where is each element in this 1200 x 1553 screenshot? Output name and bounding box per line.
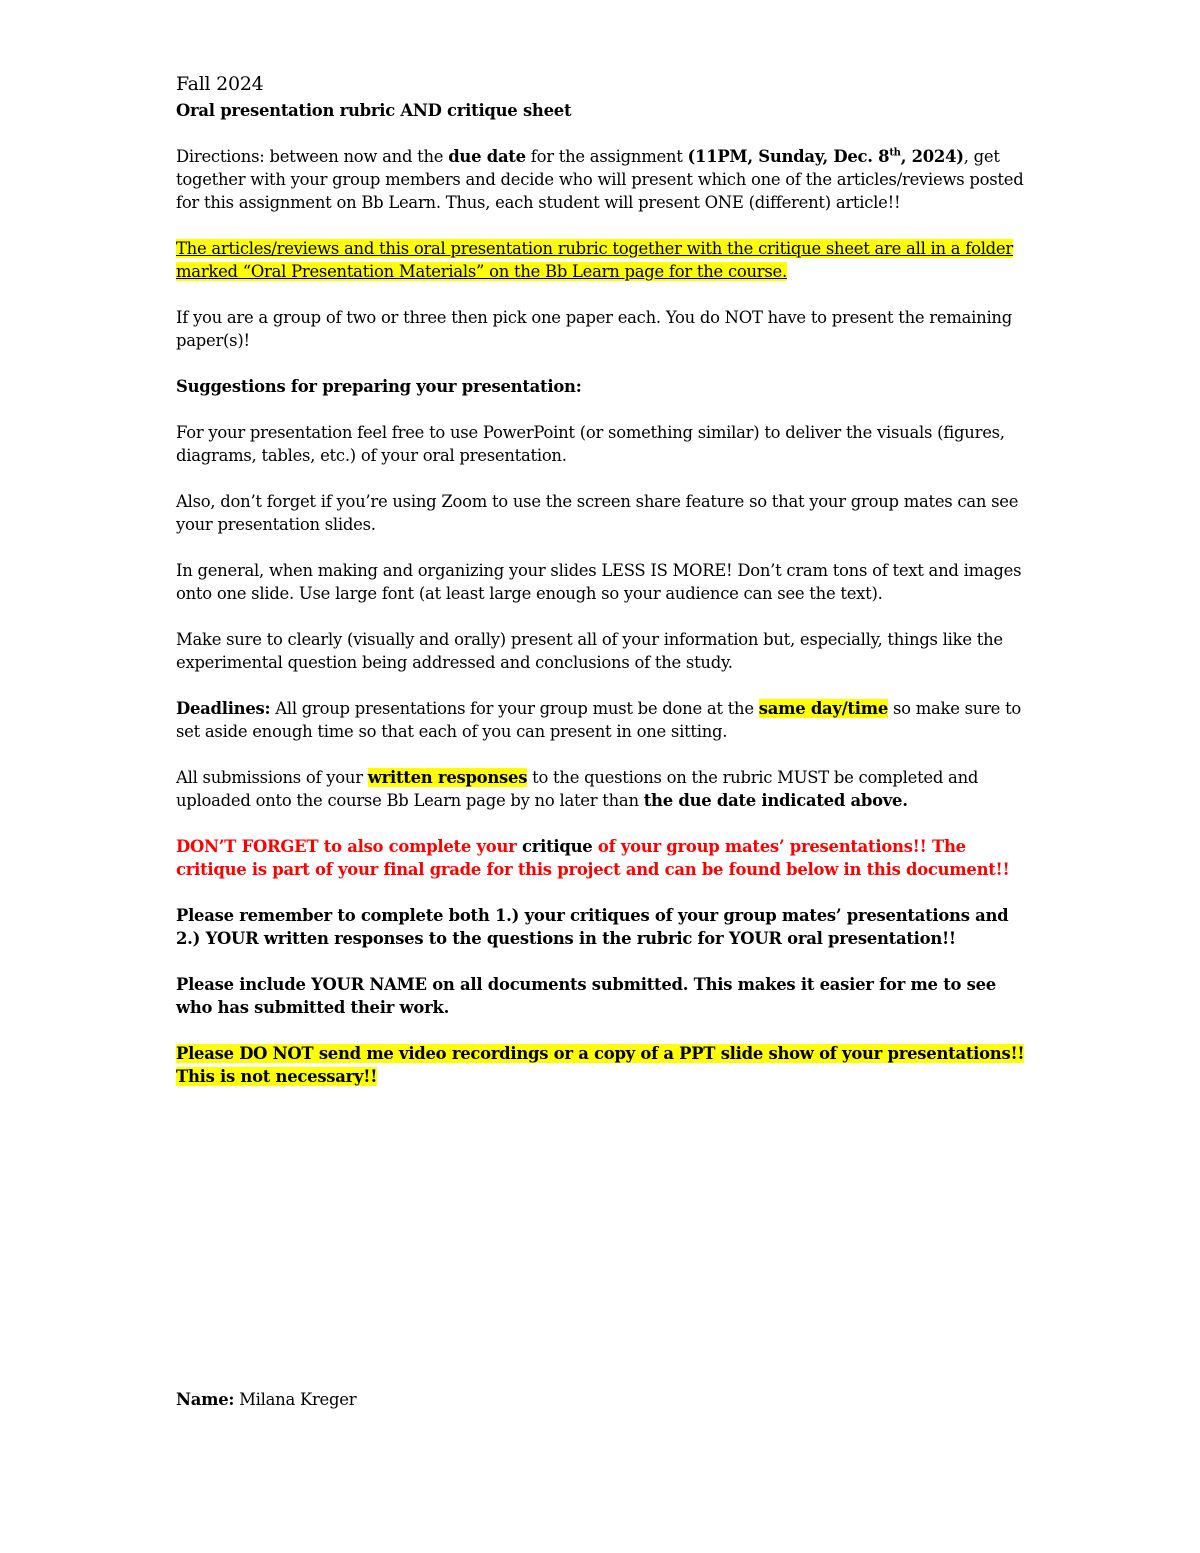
due-date-label: due date [448,147,526,166]
student-name: Milana Kreger [234,1390,357,1409]
due-date-value: (11PM, Sunday, Dec. 8th, 2024) [687,147,964,166]
same-day-highlight: same day/time [758,699,889,718]
directions-paragraph: Directions: between now and the due date for the assignment (11PM, Sunday, Dec. 8th, 2024), get together with your group members and decide who will present which one of the articles/reviews posted for this assignment on Bb Learn. Thus, each student will present ONE (different) article!! [176,147,1024,212]
deadlines-paragraph: Deadlines: All group presentations for your group must be done at the same day/time so make sure to set aside enough time so that each of you can present in one sitting. [176,699,1022,741]
suggestion-visuals: For your presentation feel free to use PowerPoint (or something similar) to deliver the visuals (figures, diagrams, tables, etc.) of your oral presentation. [176,423,1005,465]
submissions-paragraph: All submissions of your written responses to the questions on the rubric MUST be completed and uploaded onto the course Bb Learn page by no later than the due date indicated above. [176,768,979,810]
critique-reminder: DON’T FORGET to also complete your critique of your group mates’ presentations!! The critique is part of your final grade for this project and can be found below in this document!! [176,837,1010,879]
group-size-note: If you are a group of two or three then pick one paper each. You do NOT have to present the remaining paper(s)! [176,308,1012,350]
include-name-reminder: Please include YOUR NAME on all documents submitted. This makes it easier for me to see who has submitted their work. [176,975,996,1017]
student-name-line [176,1388,356,1411]
materials-location-note: The articles/reviews and this oral presentation rubric together with the critique sheet are all in a folder marked “Oral Presentation Materials” on the Bb Learn page for the course. [176,239,1013,281]
name-label: Name: [176,1390,235,1409]
suggestion-clarity: Make sure to clearly (visually and orally) present all of your information but, especially, things like the experimental question being addressed and conclusions of the study. [176,630,1003,672]
suggestion-zoom: Also, don’t forget if you’re using Zoom to use the screen share feature so that your group mates can see your presentation slides. [176,492,1019,534]
document-title: Oral presentation rubric AND critique sheet [176,101,572,120]
no-video-note: Please DO NOT send me video recordings or a copy of a PPT slide show of your presentations!! This is not necessary!! [176,1044,1025,1086]
document-body [176,72,1036,1111]
complete-both-reminder: Please remember to complete both 1.) your critiques of your group mates’ presentations and 2.) YOUR written responses to the questions in the rubric for YOUR oral presentation!! [176,906,1009,948]
suggestions-heading: Suggestions for preparing your presentation: [176,377,582,396]
suggestion-slides: In general, when making and organizing your slides LESS IS MORE! Don’t cram tons of text and images onto one slide. Use large font (at least large enough so your audience can see the text). [176,561,1022,603]
written-responses-highlight: written responses [367,768,528,787]
semester-heading: Fall 2024 [176,73,264,95]
